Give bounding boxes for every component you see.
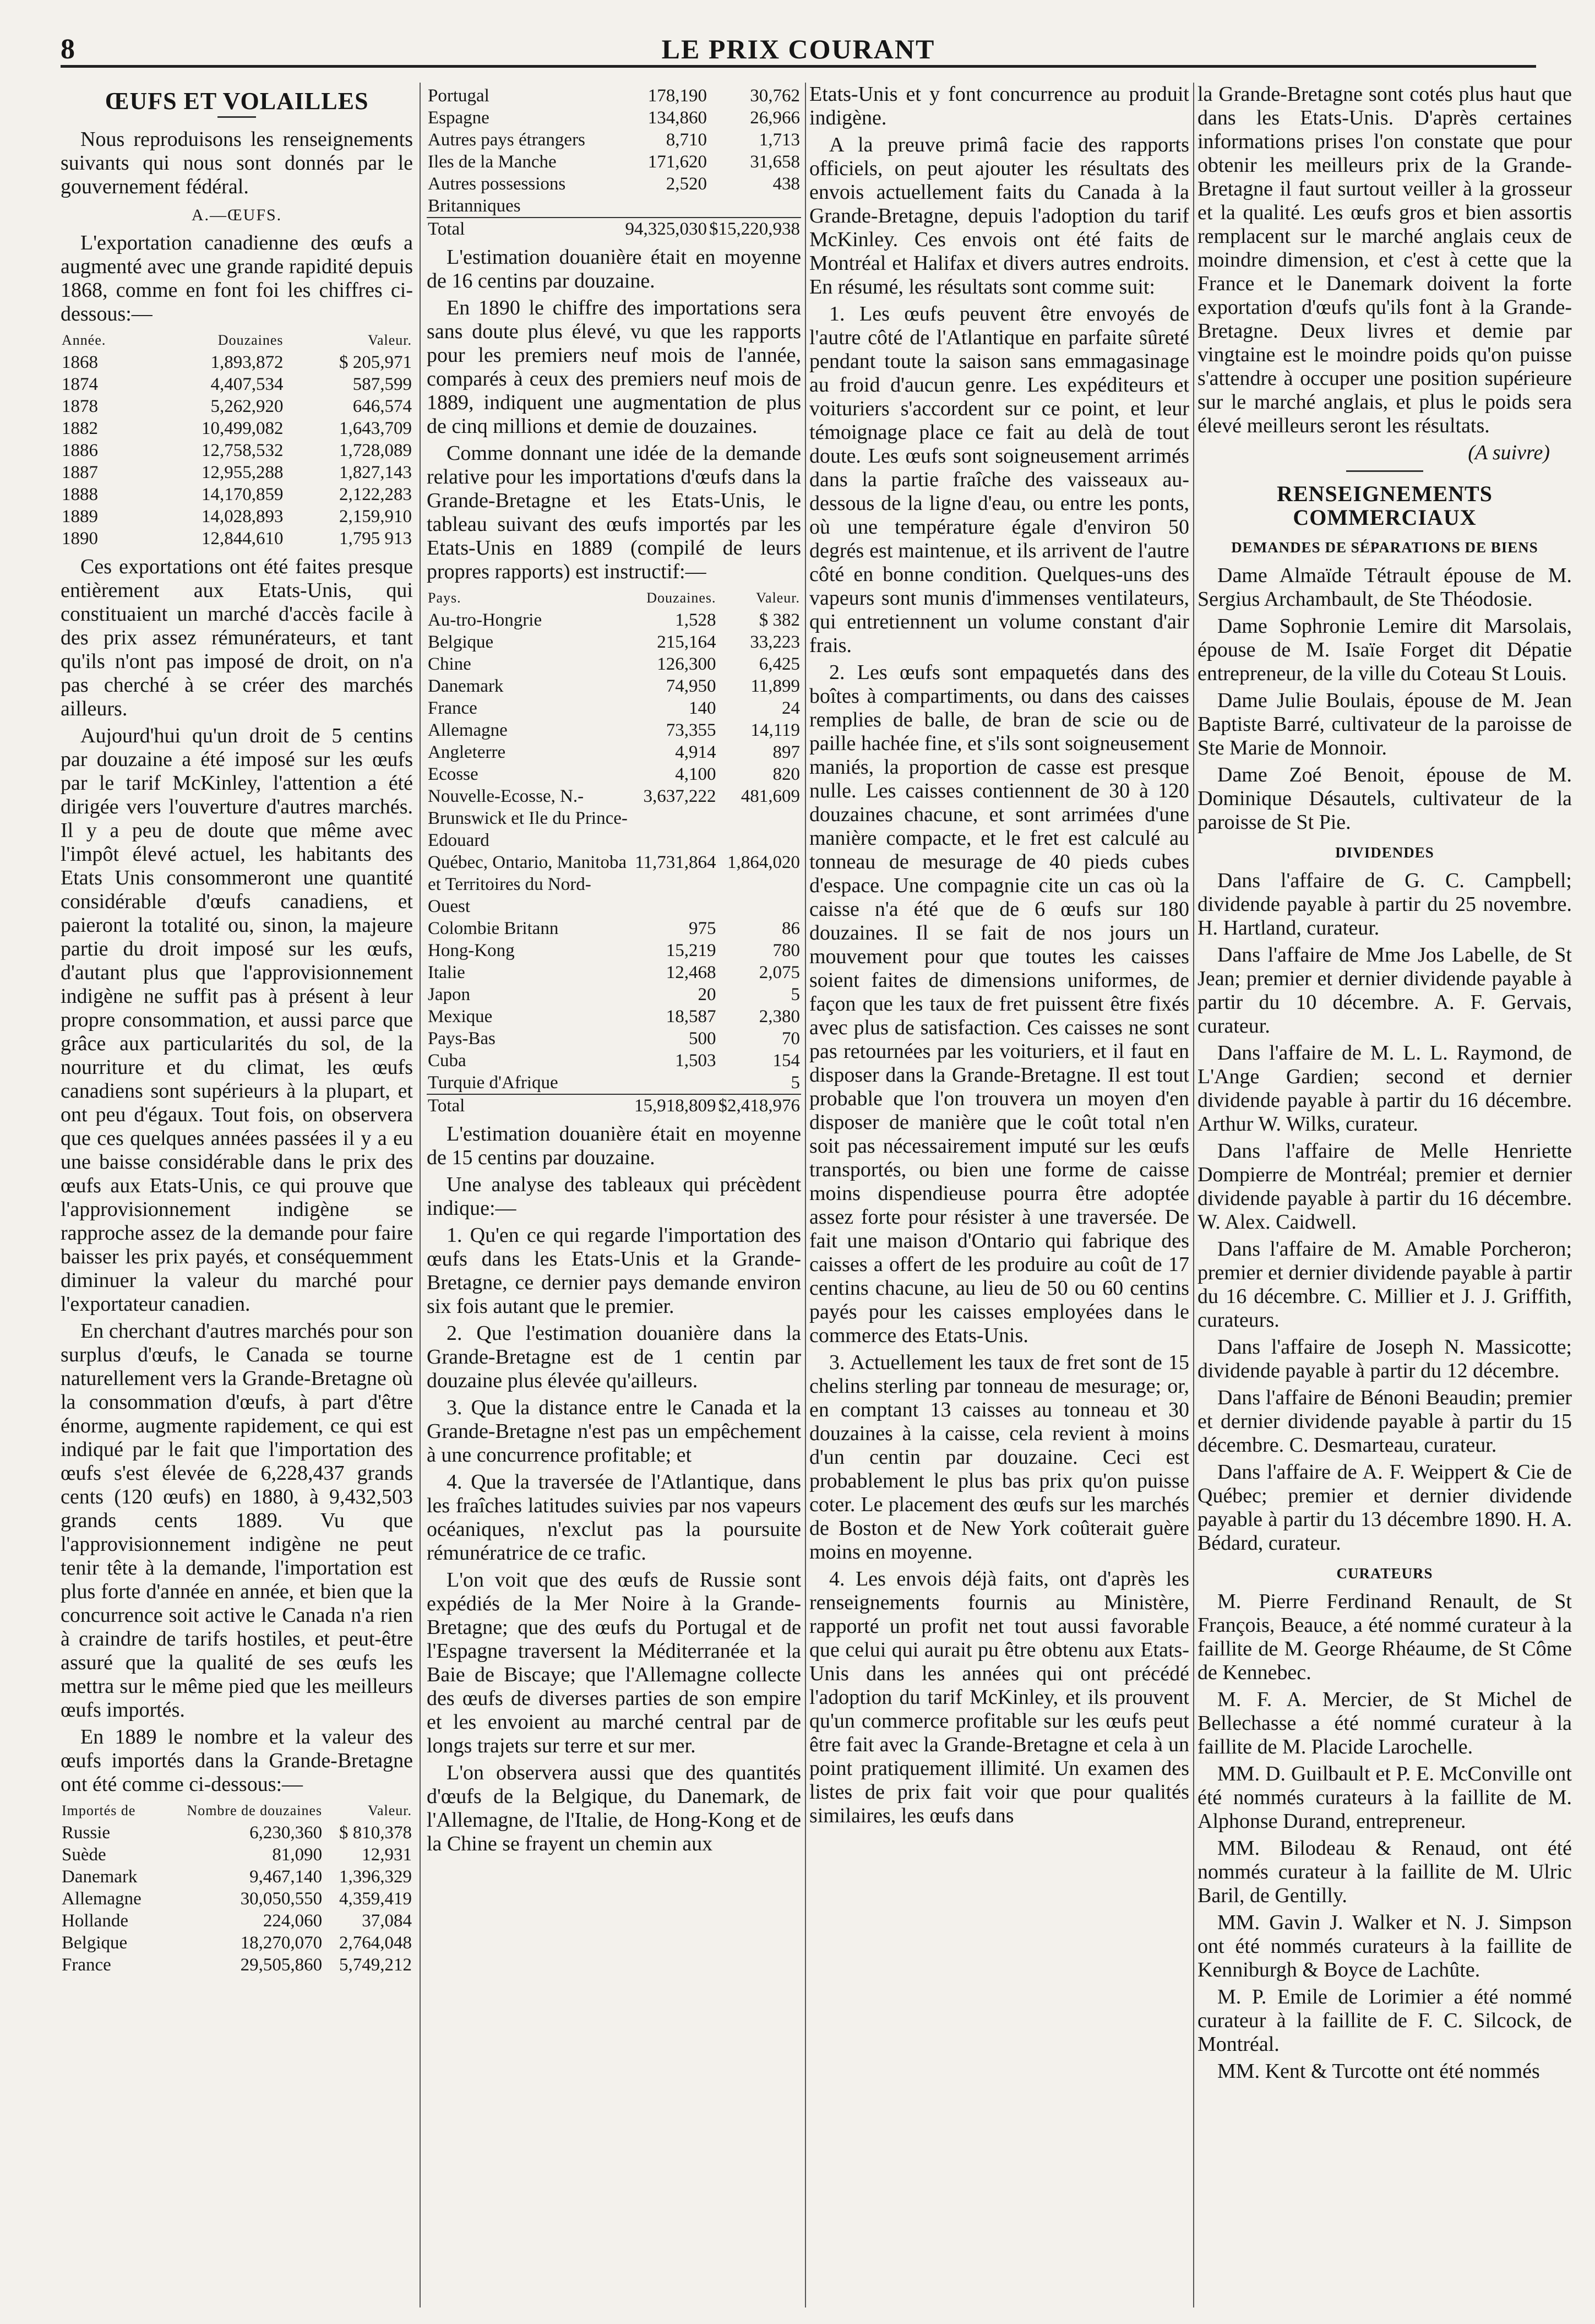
column-header: Année. [62, 332, 106, 348]
table-cell: Total [427, 218, 624, 240]
table-total-row [427, 218, 801, 240]
column-header: Valeur. [756, 590, 800, 606]
table-cell: 18,587 [666, 1007, 716, 1027]
table-cell: 12,758,532 [202, 441, 284, 460]
table-row [427, 631, 801, 653]
table-cell: 2,520 [666, 174, 707, 194]
dividend-notice: Dans l'affaire de M. L. L. Raymond, de L'Ange Gardien; second et dernier dividende payable à partir du 16 décembre. Arthur W. Wilks, curateur. [1197, 1041, 1572, 1136]
table-cell: 154 [772, 1051, 800, 1071]
table-cell: 14,028,893 [202, 507, 284, 526]
table-cell: 37,084 [362, 1911, 412, 1931]
column-3 [809, 83, 1189, 2307]
table-row [427, 675, 801, 697]
paragraph: Comme donnant une idée de la demande relative pour les importations d'œufs dans la Grande-Bretagne et les Etats-Unis, le tableau suivant des œufs importés par les Etats-Unis en 1889 (compilé de leurs propres rapports) est instructif:— [427, 442, 801, 583]
table-cell: 86 [782, 919, 800, 938]
table-cell: Russie [62, 1823, 111, 1843]
table-total-row [427, 1094, 801, 1117]
table-cell: Chine [428, 654, 471, 674]
table-cell: 29,505,860 [240, 1955, 323, 1975]
dividend-notice: Dans l'affaire de A. F. Weippert & Cie de Québec; premier et dernier dividende payable à partir du 13 décembre 1890. H. A. Bédard, curateur. [1197, 1460, 1572, 1555]
table-cell: 1874 [62, 374, 98, 394]
table-row [61, 484, 413, 506]
table-cell: 897 [772, 742, 800, 762]
table-cell: 6,425 [759, 654, 800, 674]
column-4 [1197, 83, 1572, 2307]
paragraph: En 1889 le nombre et la valeur des œufs importés dans la Grande-Bretagne ont été comme ci-dessous:— [61, 1725, 413, 1796]
paragraph: Une analyse des tableaux qui précèdent indique:— [427, 1173, 801, 1220]
gb-imports-table-continued [427, 85, 801, 240]
table-cell: 1889 [62, 507, 98, 526]
table-cell: 1,827,143 [339, 463, 412, 482]
table-cell: Autres possessions Britanniques [428, 174, 566, 216]
table-row [61, 1910, 413, 1932]
table-cell: 12,844,610 [202, 529, 284, 549]
dividend-notice: Dans l'affaire de Joseph N. Massicotte; dividende payable à partir du 12 décembre. [1197, 1335, 1572, 1382]
table-cell: 12,468 [666, 963, 716, 982]
table-cell: 126,300 [657, 654, 716, 674]
table-cell: 74,950 [666, 676, 716, 696]
separation-notice: Dame Almaïde Tétrault épouse de M. Sergius Archambault, de Ste Théodosie. [1197, 564, 1572, 611]
table-row [427, 763, 801, 785]
table-cell: Nouvelle-Ecosse, N.-Brunswick et Ile du Prince-Edouard [428, 786, 628, 850]
table-row [427, 719, 801, 741]
intro-paragraph: Nous reproduisons les renseignements suivants qui nous sont donnés par le gouvernement fédéral. [61, 128, 413, 198]
dividend-notice: Dans l'affaire de G. C. Campbell; dividende payable à partir du 25 novembre. H. Hartland, curateur. [1197, 869, 1572, 940]
table-cell: 24 [782, 698, 800, 718]
table-cell: 9,467,140 [249, 1867, 323, 1887]
paragraph: Ces exportations ont été faites presque entièrement aux Etats-Unis, qui constituaient un marché d'accès facile à des prix assez rémunérateurs, et tant qu'ils n'ont pas imposé de droit, on n'a pas cherché à se créer des marchés ailleurs. [61, 555, 413, 720]
table-row [427, 653, 801, 675]
table-row [61, 439, 413, 461]
table-cell: 975 [689, 919, 716, 938]
table-row [427, 151, 801, 173]
table-cell: Mexique [428, 1007, 493, 1027]
table-cell: Hollande [62, 1911, 128, 1931]
table-row [427, 917, 801, 940]
table-row [61, 1866, 413, 1888]
gb-imports-table [61, 1800, 413, 1976]
paragraph: L'exportation canadienne des œufs a augmenté avec une grande rapidité depuis 1868, comme en font foi les chiffres ci-dessous:— [61, 231, 413, 325]
column-divider [420, 83, 421, 2307]
table-row [61, 1844, 413, 1866]
curator-notice: MM. Gavin J. Walker et N. J. Simpson ont été nommés curateurs à la faillite de Kenniburgh & Boyce de Lachûte. [1197, 1911, 1572, 1981]
table-cell: Colombie Britann [428, 919, 559, 938]
curator-notice: M. Pierre Ferdinand Renault, de St François, Beauce, a été nommé curateur à la faillite de M. George Rhéaume, de St Côme de Kennebec. [1197, 1590, 1572, 1684]
table-cell: Allemagne [428, 720, 508, 740]
column-header: Pays. [428, 590, 461, 606]
table-cell: 500 [689, 1029, 716, 1049]
curator-notice: M. P. Emile de Lorimier a été nommé curateur à la faillite de F. C. Silcock, de Montréal. [1197, 1985, 1572, 2056]
table-cell: Québec, Ontario, Manitoba et Territoires du Nord-Ouest [428, 853, 627, 916]
table-cell: Suède [62, 1845, 106, 1865]
table-row [61, 1888, 413, 1910]
table-cell: 5 [791, 1073, 800, 1093]
table-cell: Au-tro-Hongrie [428, 610, 542, 630]
table-header-row [61, 1800, 413, 1822]
table-cell: 1887 [62, 463, 98, 482]
table-cell: 134,860 [647, 108, 707, 128]
column-header: Valeur. [368, 1802, 412, 1818]
table-row [427, 962, 801, 984]
table-row [61, 506, 413, 528]
paragraph: En 1890 le chiffre des importations sera sans doute plus élevé, vu que les rapports pour les premiers neuf mois de l'année, comparés à ceux des premiers neuf mois de 1889, indiquent une augmentation de plus de cinq millions et demie de douzaines. [427, 296, 801, 438]
table-cell: 1888 [62, 485, 98, 504]
exports-table [61, 329, 413, 550]
table-cell: Portugal [428, 86, 489, 106]
table-row [61, 417, 413, 439]
table-header-row [61, 329, 413, 351]
table-row [427, 984, 801, 1006]
table-cell: 20 [698, 985, 716, 1004]
table-row [61, 373, 413, 395]
table-cell: 81,090 [272, 1845, 323, 1865]
table-cell: 4,100 [675, 764, 716, 784]
table-row [427, 1028, 801, 1050]
table-cell: 1868 [62, 352, 98, 372]
table-cell: Espagne [428, 108, 489, 128]
column-divider [805, 83, 806, 2307]
table-cell: Autres pays étrangers [428, 130, 585, 150]
table-cell: 10,499,082 [202, 419, 284, 438]
table-row [427, 129, 801, 151]
newspaper-title: LE PRIX COURANT [661, 34, 935, 64]
column-header: Importés de [62, 1802, 136, 1818]
table-cell: $ 810,378 [339, 1823, 412, 1843]
dividend-notice: Dans l'affaire de Bénoni Beaudin; premier et dernier dividende payable à partir du 15 décembre. C. Desmarteau, curateur. [1197, 1386, 1572, 1457]
table-cell: 1,893,872 [210, 352, 284, 372]
column-header: Douzaines [217, 332, 284, 348]
table-row [61, 351, 413, 373]
table-cell: 2,122,283 [339, 485, 412, 504]
table-cell: Danemark [62, 1867, 138, 1887]
paragraph: 1. Qu'en ce qui regarde l'importation des œufs dans les Etats-Unis et la Grande-Bretagne, ce dernier pays demande environ six fois autant que le premier. [427, 1224, 801, 1318]
table-cell: 31,658 [750, 152, 800, 172]
table-cell: 4,407,534 [210, 374, 284, 394]
dividend-notice: Dans l'affaire de M. Amable Porcheron; premier et dernier dividende payable à partir du 16 décembre. C. Millier et J. J. Griffith, curateurs. [1197, 1237, 1572, 1332]
paragraph: 4. Que la traversée de l'Atlantique, dans les fraîches latitudes suivies par nos vapeurs océaniques, n'exclut pas la poursuite rémunératrice de ce trafic. [427, 1470, 801, 1565]
table-cell: 1878 [62, 397, 98, 416]
table-cell: Ecosse [428, 764, 478, 784]
table-cell: Cuba [428, 1051, 466, 1071]
paragraph: L'on voit que des œufs de Russie sont expédiés de la Mer Noire à la Grande-Bretagne; que des œufs du Portugal et de l'Espagne traversent la Méditerranée et la Baie de Biscaye; que l'Allemagne collecte des œufs de diverses parties de son empire et les envoient au marché central par de longs trajets sur terre et sur mer. [427, 1568, 801, 1757]
table-cell: 73,355 [666, 720, 716, 740]
table-cell: 11,731,864 [635, 853, 716, 872]
us-imports-table [427, 587, 801, 1117]
table-cell: 12,955,288 [202, 463, 284, 482]
table-cell: Hong-Kong [428, 941, 515, 960]
column-1 [61, 83, 413, 2307]
table-cell: 8,710 [666, 130, 707, 150]
to-be-continued: (A suivre) [1468, 441, 1550, 464]
table-cell: 1,864,020 [727, 853, 800, 872]
table-row [427, 851, 801, 917]
table-cell: Belgique [428, 632, 494, 652]
table-row [61, 461, 413, 484]
curator-notice: MM. Kent & Turcotte ont été nommés [1217, 2060, 1540, 2083]
table-cell: Turquie d'Afrique [428, 1073, 558, 1093]
header-rule [61, 65, 1536, 68]
paragraph: 2. Que l'estimation douanière dans la Grande-Bretagne est de 1 centin par douzaine plus élevée qu'ailleurs. [427, 1322, 801, 1392]
table-cell: 30,050,550 [240, 1889, 323, 1909]
table-cell: 12,931 [362, 1845, 412, 1865]
table-cell: 2,764,048 [339, 1933, 412, 1953]
page-number: 8 [61, 34, 75, 65]
table-cell: 587,599 [352, 374, 412, 394]
table-cell: $ 205,971 [339, 352, 412, 372]
table-row [427, 785, 801, 851]
table-row [61, 395, 413, 417]
table-cell: $15,220,938 [708, 218, 801, 240]
table-row [427, 741, 801, 763]
table-row [61, 1822, 413, 1844]
table-cell: 780 [772, 941, 800, 960]
table-cell: 3,637,222 [643, 786, 716, 806]
table-row [427, 1072, 801, 1094]
table-cell: France [62, 1955, 111, 1975]
paragraph: En cherchant d'autres marchés pour son surplus d'œufs, le Canada se tourne naturellement vers la Grande-Bretagne où la consommation d'œufs, à part d'être énorme, augmente rapidement, ce qui est indiqué par le fait que l'importation des œufs s'est élevée de 6,228,437 grands cents (120 œufs) en 1880, à 9,432,503 grands cents 1889. Vu que l'approvisionnement indigène ne peut tenir tête à la demande, l'importation est plus forte d'année en année, et bien que la concurrence soit active le Canada n'a rien à craindre de tarifs hostiles, et peut-être assuré que la qualité de ses œufs les mettra sur le même pied que les meilleurs œufs importés. [61, 1320, 413, 1722]
paragraph: Etats-Unis et y font concurrence au produit indigène. [809, 83, 1189, 129]
subheading-curators: CURATEURS [1336, 1565, 1433, 1582]
table-cell: 1,795 913 [339, 529, 412, 549]
paragraph: 2. Les œufs sont empaquetés dans des boîtes à compartiments, ou dans des caisses remplies de balle, de bran de scie ou de paille hachée fine, et s'ils sont soigneusement maniés, la proportion de casse est presque nulle. Les caisses contiennent de 30 à 120 douzaines chacune, et sont arrimées d'une manière compacte, et le fret est calculé au tonneau de mesurage de 40 pieds cubes d'espace. Une compagnie cite un cas où la caisse n'a été que de 6 œufs sur 180 douzaines. Il se fait de nos jours un mouvement pour que toutes les caisses soient faites de dimensions uniformes, de façon que les taux de fret puissent être fixés avec plus de satisfaction. Ces caisses ne sont pas retournées par les voituriers, et il faut en disposer dans la Grande-Bretagne. Il est tout probable que l'on trouvera un moyen d'en disposer de manière que le coût total n'en soit pas nécessairement imputé sur les œufs transportés, ou bien une forme de caisse moins dispendieuse pourra être adoptée assez forte pour résister à une traversée. De fait une maison d'Ontario qui fabrique des caisses a offert de les produire au coût de 17 centins chacune, au lieu de 50 ou 60 centins payés pour les caisses employées dans le commerce des Etats-Unis. [809, 661, 1189, 1347]
table-cell: 224,060 [263, 1911, 323, 1931]
table-cell: 14,170,859 [202, 485, 284, 504]
paragraph: L'estimation douanière était en moyenne de 16 centins par douzaine. [427, 246, 801, 292]
table-cell: 2,075 [759, 963, 800, 982]
table-cell: 5,749,212 [339, 1955, 412, 1975]
table-cell: 178,190 [647, 86, 707, 106]
table-cell: Total [427, 1094, 633, 1117]
table-cell: 1,396,329 [339, 1867, 412, 1887]
subheading-dividends: DIVIDENDES [1335, 844, 1434, 861]
table-cell: Italie [428, 963, 465, 982]
dividend-notice: Dans l'affaire de Mme Jos Labelle, de St Jean; premier et dernier dividende payable à partir du 10 décembre. A. F. Gervais, curateur. [1197, 943, 1572, 1038]
table-cell: $2,418,976 [717, 1094, 802, 1117]
column-divider [1193, 83, 1194, 2307]
page-header [61, 33, 1536, 64]
table-cell: 1,643,709 [339, 419, 412, 438]
table-cell: 2,159,910 [339, 507, 412, 526]
table-row [61, 528, 413, 550]
paragraph: L'on observera aussi que des quantités d'œufs de la Belgique, du Danemark, de l'Allemagne, de l'Italie, de Hong-Kong et de la Chine se frayent un chemin aux [427, 1761, 801, 1855]
table-cell: 481,609 [741, 786, 800, 806]
table-cell [633, 1072, 717, 1094]
paragraph: A la preuve primâ facie des rapports officiels, on peut ajouter les résultats des envois actuellement faits du Canada à la Grande-Bretagne, depuis l'adoption du tarif McKinley. Ces envois ont été faits de Montréal et Halifax et divers autres endroits. En résumé, les résultats sont comme suit: [809, 133, 1189, 298]
table-header-row [427, 587, 801, 609]
table-cell: 1890 [62, 529, 98, 549]
paragraph: 3. Actuellement les taux de fret sont de 15 chelins sterling par tonneau de mesurage; or, en comptant 13 caisses au tonneau et 30 douzaines à la caisse, cela revient à moins d'un centin par douzaine. Ceci est probablement le plus bas prix qu'on puisse coter. Le placement des œufs sur les marchés de Boston et de New York coûterait guère moins en moyenne. [809, 1351, 1189, 1563]
dividend-notice: Dans l'affaire de Melle Henriette Dompierre de Montréal; premier et dernier dividende payable à partir du 16 décembre. W. Alex. Caidwell. [1197, 1139, 1572, 1234]
paragraph: 1. Les œufs peuvent être envoyés de l'autre côté de l'Atlantique en parfaite sûreté pendant toute la saison sans emmagasinage au froid d'aucun genre. Les expéditeurs et voituriers s'accordent sur ce point, et leur témoignage place ce fait au delà de tout doute. Les œufs sont soigneusement arrimés dans la partie fraîche des vaisseaux au-dessous de la ligne d'eau, ou entre les ponts, où une température égale d'environ 50 degrés est maintenue, et ils arrivent de l'autre côté en bonne condition. Quelques-uns des vapeurs sont munis d'immenses ventilateurs, qui entretiennent un volume constant d'air frais. [809, 302, 1189, 657]
table-cell: France [428, 698, 477, 718]
table-cell: $ 382 [759, 610, 800, 630]
separation-notice: Dame Julie Boulais, épouse de M. Jean Baptiste Barré, cultivateur de la paroisse de Ste Marie de Monnoir. [1197, 689, 1572, 759]
curator-notice: MM. Bilodeau & Renaud, ont été nommés curateur à la faillite de M. Ulric Baril, de Gentilly. [1197, 1837, 1572, 1907]
table-cell: 5,262,920 [210, 397, 284, 416]
table-row [61, 1932, 413, 1954]
table-row [427, 1006, 801, 1028]
curator-notice: MM. D. Guilbault et P. E. McConville ont été nommés curateurs à la faillite de M. Alphonse Durand, entrepreneur. [1197, 1762, 1572, 1833]
table-cell: Belgique [62, 1933, 128, 1953]
subheading-separations: DEMANDES DE SÉPARATIONS DE BIENS [1231, 539, 1538, 556]
table-row [61, 1954, 413, 1976]
table-cell: 70 [782, 1029, 800, 1049]
section-heading-eggs: A.—ŒUFS. [191, 206, 282, 224]
column-header: Douzaines. [646, 590, 716, 606]
table-row [427, 609, 801, 631]
table-row [427, 85, 801, 107]
column-header: Nombre de douzaines [187, 1802, 323, 1818]
table-row [427, 940, 801, 962]
table-cell: 6,230,360 [249, 1823, 323, 1843]
table-cell: 5 [791, 985, 800, 1004]
table-cell: 33,223 [750, 632, 800, 652]
table-cell: 140 [689, 698, 716, 718]
paragraph: 4. Les envois déjà faits, ont d'après les renseignements fournis au Ministère, rapporté un profit net tout aussi favorable que celui qui aurait pu être obtenu aux Etats-Unis dans les années qui ont précédé l'adoption du tarif McKinley, et ils prouvent qu'un commerce profitable sur les œufs peut être fait avec la Grande-Bretagne et cela à un point pratiquement illimité. Un examen des listes de prix fait voir que pour qualités similaires, les œufs dans [809, 1567, 1189, 1827]
section-heading-commercial: RENSEIGNEMENTS COMMERCIAUX [1277, 481, 1493, 530]
table-cell: 15,918,809 [633, 1094, 717, 1117]
table-cell: 4,914 [675, 742, 716, 762]
table-cell: 4,359,419 [339, 1889, 412, 1909]
table-cell: 11,899 [750, 676, 800, 696]
table-cell: 1,728,089 [339, 441, 412, 460]
paragraph: Aujourd'hui qu'un droit de 5 centins par douzaine a été imposé sur les œufs par le tarif McKinley, l'attention a été dirigée vers l'ouverture d'autres marchés. Il y a peu de doute que même avec l'impôt élevé actuel, les habitants des Etats Unis consommeront une quantité considérable d'œufs canadiens, et paieront la totalité ou, sinon, la majeure partie du droit imposé sur les œufs, d'autant plus que l'approvisionnement indigène ne suffit pas à présent à leur propre consommation, et aussi parce que grâce aux particularités du sol, de la nourriture et du climat, les œufs canadiens sont supérieurs à la plupart, et ont peu d'égaux. Tout fois, on observera que ces quelques années passées il y a eu une baisse considérable dans le prix des œufs aux Etats-Unis, ce qui prouve que l'approvisionnement indigène se rapproche assez de la demande pour faire baisser les prix payés, et conséquemment diminuer la valeur du marché pour l'exportateur canadien. [61, 724, 413, 1316]
table-row [427, 697, 801, 719]
separation-notice: Dame Zoé Benoit, épouse de M. Dominique Désautels, cultivateur de la paroisse de St Pie. [1197, 763, 1572, 834]
table-cell: Iles de la Manche [428, 152, 557, 172]
table-cell: 15,219 [666, 941, 716, 960]
table-cell: 1882 [62, 419, 98, 438]
paragraph: la Grande-Bretagne sont cotés plus haut que dans les Etats-Unis. D'après certaines informations prises l'on constate que pour obtenir les meilleurs prix de la Grande-Bretagne il faut surtout veiller à la grosseur et la qualité. Les œufs gros et bien assortis remplacent sur le marché anglais ceux de moindre dimension, et c'est à cette que la France et le Danemark doivent la forte exportation d'œufs qu'ils font à la Grande-Bretagne. Deux livres et demie par vingtaine est le moindre poids qu'on puisse s'attendre à occuper une position supérieure sur le marché anglais, et plus le poids sera élevé meilleurs seront les résultats. [1197, 83, 1572, 437]
table-row [427, 1050, 801, 1072]
table-cell: Japon [428, 985, 470, 1004]
table-cell: 30,762 [750, 86, 800, 106]
table-cell: 646,574 [352, 397, 412, 416]
table-cell: 438 [772, 174, 800, 194]
separation-notice: Dame Sophronie Lemire dit Marsolais, épouse de M. Isaïe Forget dit Dépatie entrepreneur, de la ville du Coteau St Louis. [1197, 615, 1572, 685]
table-cell: 14,119 [750, 720, 800, 740]
table-cell: 215,164 [657, 632, 716, 652]
table-cell: Danemark [428, 676, 504, 696]
table-cell: 18,270,070 [240, 1933, 323, 1953]
table-cell: 2,380 [759, 1007, 800, 1027]
table-cell: 1886 [62, 441, 98, 460]
title-separator [217, 116, 256, 118]
table-cell: 1,713 [759, 130, 800, 150]
table-cell: 171,620 [647, 152, 707, 172]
table-cell: 94,325,030 [624, 218, 709, 240]
section-separator [1346, 470, 1423, 472]
table-cell: 26,966 [750, 108, 800, 128]
table-cell: 1,528 [675, 610, 716, 630]
table-cell: Pays-Bas [428, 1029, 496, 1049]
curator-notice: M. F. A. Mercier, de St Michel de Bellechasse a été nommé curateur à la faillite de M. Placide Larochelle. [1197, 1688, 1572, 1758]
article-title: ŒUFS ET VOLAILLES [105, 88, 369, 115]
table-cell: 820 [772, 764, 800, 784]
column-header: Valeur. [368, 332, 412, 348]
table-row [427, 173, 801, 218]
table-cell: Angleterre [428, 742, 506, 762]
table-row [427, 107, 801, 129]
paragraph: 3. Que la distance entre le Canada et la Grande-Bretagne n'est pas un empêchement à une concurrence profitable; et [427, 1396, 801, 1467]
column-2 [427, 83, 801, 2307]
paragraph: L'estimation douanière était en moyenne de 15 centins par douzaine. [427, 1122, 801, 1169]
table-cell: Allemagne [62, 1889, 141, 1909]
table-cell: 1,503 [675, 1051, 716, 1071]
